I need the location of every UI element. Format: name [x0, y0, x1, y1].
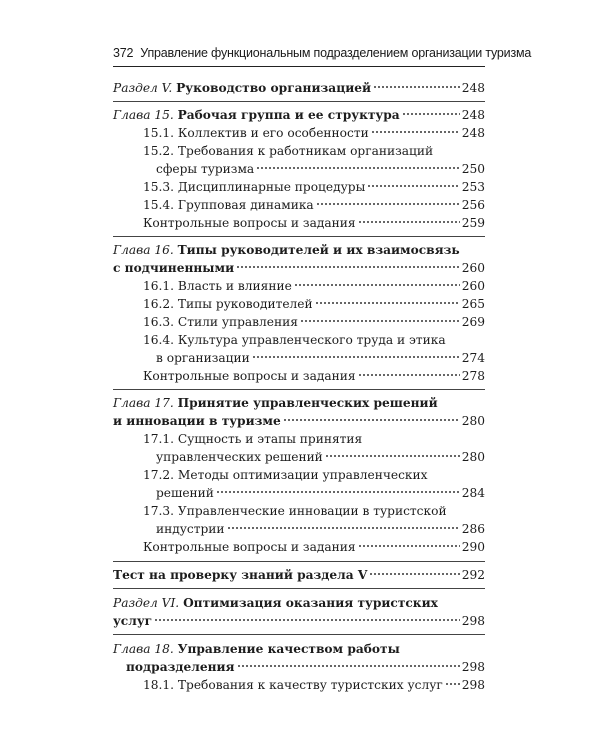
- toc-item-16-questions[interactable]: [113, 367, 485, 385]
- dot-leader: [369, 572, 459, 576]
- toc-item-16-4[interactable]: [113, 331, 485, 367]
- dot-leader: [316, 202, 460, 206]
- item-label: 15.4. Групповая динамика: [143, 198, 314, 212]
- dot-leader: [358, 373, 460, 377]
- dot-leader: [358, 220, 460, 224]
- item-label-cont: сферы туризма: [156, 162, 255, 176]
- header-rule: [113, 66, 485, 67]
- item-label-cont: индустрии: [156, 522, 225, 536]
- page-ref: 259: [461, 216, 485, 230]
- toc-chapter-18[interactable]: [113, 640, 485, 676]
- toc-chapter-15[interactable]: [113, 106, 485, 124]
- toc-item-16-1[interactable]: [113, 277, 485, 295]
- item-label: Контрольные вопросы и задания: [143, 369, 356, 383]
- toc-item-18-1[interactable]: [113, 676, 485, 694]
- item-label: 18.1. Требования к качеству туристских услуг: [143, 678, 443, 692]
- page-ref: 274: [461, 351, 485, 365]
- page-ref: 248: [461, 108, 485, 122]
- toc-section-5[interactable]: [113, 79, 485, 97]
- toc-item-17-1[interactable]: [113, 430, 485, 466]
- item-label: 17.3. Управленческие инновации в туристской: [143, 504, 447, 518]
- page-ref: 292: [461, 568, 485, 582]
- toc-chapter-17[interactable]: [113, 394, 485, 430]
- chapter-prefix: Глава 17.: [113, 396, 174, 410]
- section-title: Руководство организацией: [176, 81, 372, 95]
- chapter-title: Принятие управленческих решений: [177, 396, 438, 410]
- dot-leader: [154, 618, 460, 622]
- dot-leader: [237, 664, 460, 668]
- toc-item-15-1[interactable]: [113, 124, 485, 142]
- page-ref: 298: [461, 660, 485, 674]
- item-label: 15.2. Требования к работникам организаций: [143, 144, 434, 158]
- page-ref: 278: [461, 369, 485, 383]
- toc-section-6[interactable]: [113, 594, 485, 630]
- page-number: 372: [113, 46, 134, 60]
- dot-leader: [236, 265, 460, 269]
- test-title: Тест на проверку знаний раздела V: [113, 568, 368, 582]
- page-ref: 284: [461, 486, 485, 500]
- page-ref: 260: [461, 261, 485, 275]
- section-prefix: Раздел VI.: [113, 596, 180, 610]
- page-ref: 280: [461, 450, 485, 464]
- dot-leader: [371, 130, 460, 134]
- item-label: 16.2. Типы руководителей: [143, 297, 313, 311]
- toc-item-15-3[interactable]: [113, 178, 485, 196]
- toc-item-15-2[interactable]: [113, 142, 485, 178]
- item-label: Контрольные вопросы и задания: [143, 540, 356, 554]
- chapter-title: Рабочая группа и ее структура: [177, 108, 400, 122]
- page-ref: 286: [461, 522, 485, 536]
- dot-leader: [373, 85, 460, 89]
- dot-leader: [367, 184, 459, 188]
- dot-leader: [294, 283, 460, 287]
- item-label: 15.1. Коллектив и его особенности: [143, 126, 369, 140]
- item-label: 17.2. Методы оптимизации управленческих: [143, 468, 428, 482]
- page-ref: 253: [461, 180, 485, 194]
- dot-leader: [445, 682, 460, 686]
- toc-item-15-4[interactable]: [113, 196, 485, 214]
- toc-chapter-16[interactable]: [113, 241, 485, 277]
- page-ref: 250: [461, 162, 485, 176]
- dot-leader: [227, 526, 460, 530]
- page-ref: 280: [461, 414, 485, 428]
- toc-test-section-5[interactable]: [113, 566, 485, 584]
- chapter-title: Типы руководителей и их взаимосвязь: [177, 243, 460, 257]
- dot-leader: [283, 418, 460, 422]
- page-ref: 260: [461, 279, 485, 293]
- page-ref: 265: [461, 297, 485, 311]
- toc-item-17-2[interactable]: [113, 466, 485, 502]
- item-label-cont: управленческих решений: [156, 450, 323, 464]
- chapter-prefix: Глава 18.: [113, 642, 174, 656]
- page-ref: 290: [461, 540, 485, 554]
- dot-leader: [325, 454, 460, 458]
- item-label-cont: в организации: [156, 351, 250, 365]
- page-ref: 248: [461, 81, 485, 95]
- running-head: [113, 46, 532, 60]
- chapter-title-cont: и инновации в туризме: [113, 414, 281, 428]
- toc-item-17-3[interactable]: [113, 502, 485, 538]
- divider: [113, 236, 485, 237]
- dot-leader: [256, 166, 460, 170]
- dot-leader: [402, 112, 460, 116]
- toc-item-15-questions[interactable]: [113, 214, 485, 232]
- page-ref: 298: [461, 678, 485, 692]
- section-title-cont: услуг: [113, 614, 153, 628]
- dot-leader: [252, 355, 460, 359]
- chapter-title-cont: с подчиненными: [113, 261, 235, 275]
- item-label: Контрольные вопросы и задания: [143, 216, 356, 230]
- item-label: 16.1. Власть и влияние: [143, 279, 292, 293]
- dot-leader: [300, 319, 460, 323]
- chapter-prefix: Глава 15.: [113, 108, 174, 122]
- chapter-title: Управление качеством работы: [177, 642, 400, 656]
- item-label: 15.3. Дисциплинарные процедуры: [143, 180, 366, 194]
- item-label: 17.1. Сущность и этапы принятия: [143, 432, 363, 446]
- divider: [113, 634, 485, 635]
- item-label-cont: решений: [156, 486, 214, 500]
- section-prefix: Раздел V.: [113, 81, 173, 95]
- page-ref: 256: [461, 198, 485, 212]
- section-title: Оптимизация оказания туристских: [183, 596, 438, 610]
- divider: [113, 101, 485, 102]
- dot-leader: [358, 544, 460, 548]
- toc-item-17-questions[interactable]: [113, 538, 485, 556]
- page-ref: 298: [461, 614, 485, 628]
- chapter-title-cont: подразделения: [126, 660, 235, 674]
- divider: [113, 389, 485, 390]
- dot-leader: [216, 490, 460, 494]
- divider: [113, 561, 485, 562]
- item-label: 16.4. Культура управленческого труда и этика: [143, 333, 446, 347]
- page-ref: 269: [461, 315, 485, 329]
- toc-item-16-3[interactable]: [113, 313, 485, 331]
- item-label: 16.3. Стили управления: [143, 315, 298, 329]
- page-ref: 248: [461, 126, 485, 140]
- running-head-title: Управление функциональным подразделением организации туризма: [140, 46, 532, 60]
- dot-leader: [315, 301, 460, 305]
- chapter-prefix: Глава 16.: [113, 243, 174, 257]
- toc-item-16-2[interactable]: [113, 295, 485, 313]
- divider: [113, 588, 485, 589]
